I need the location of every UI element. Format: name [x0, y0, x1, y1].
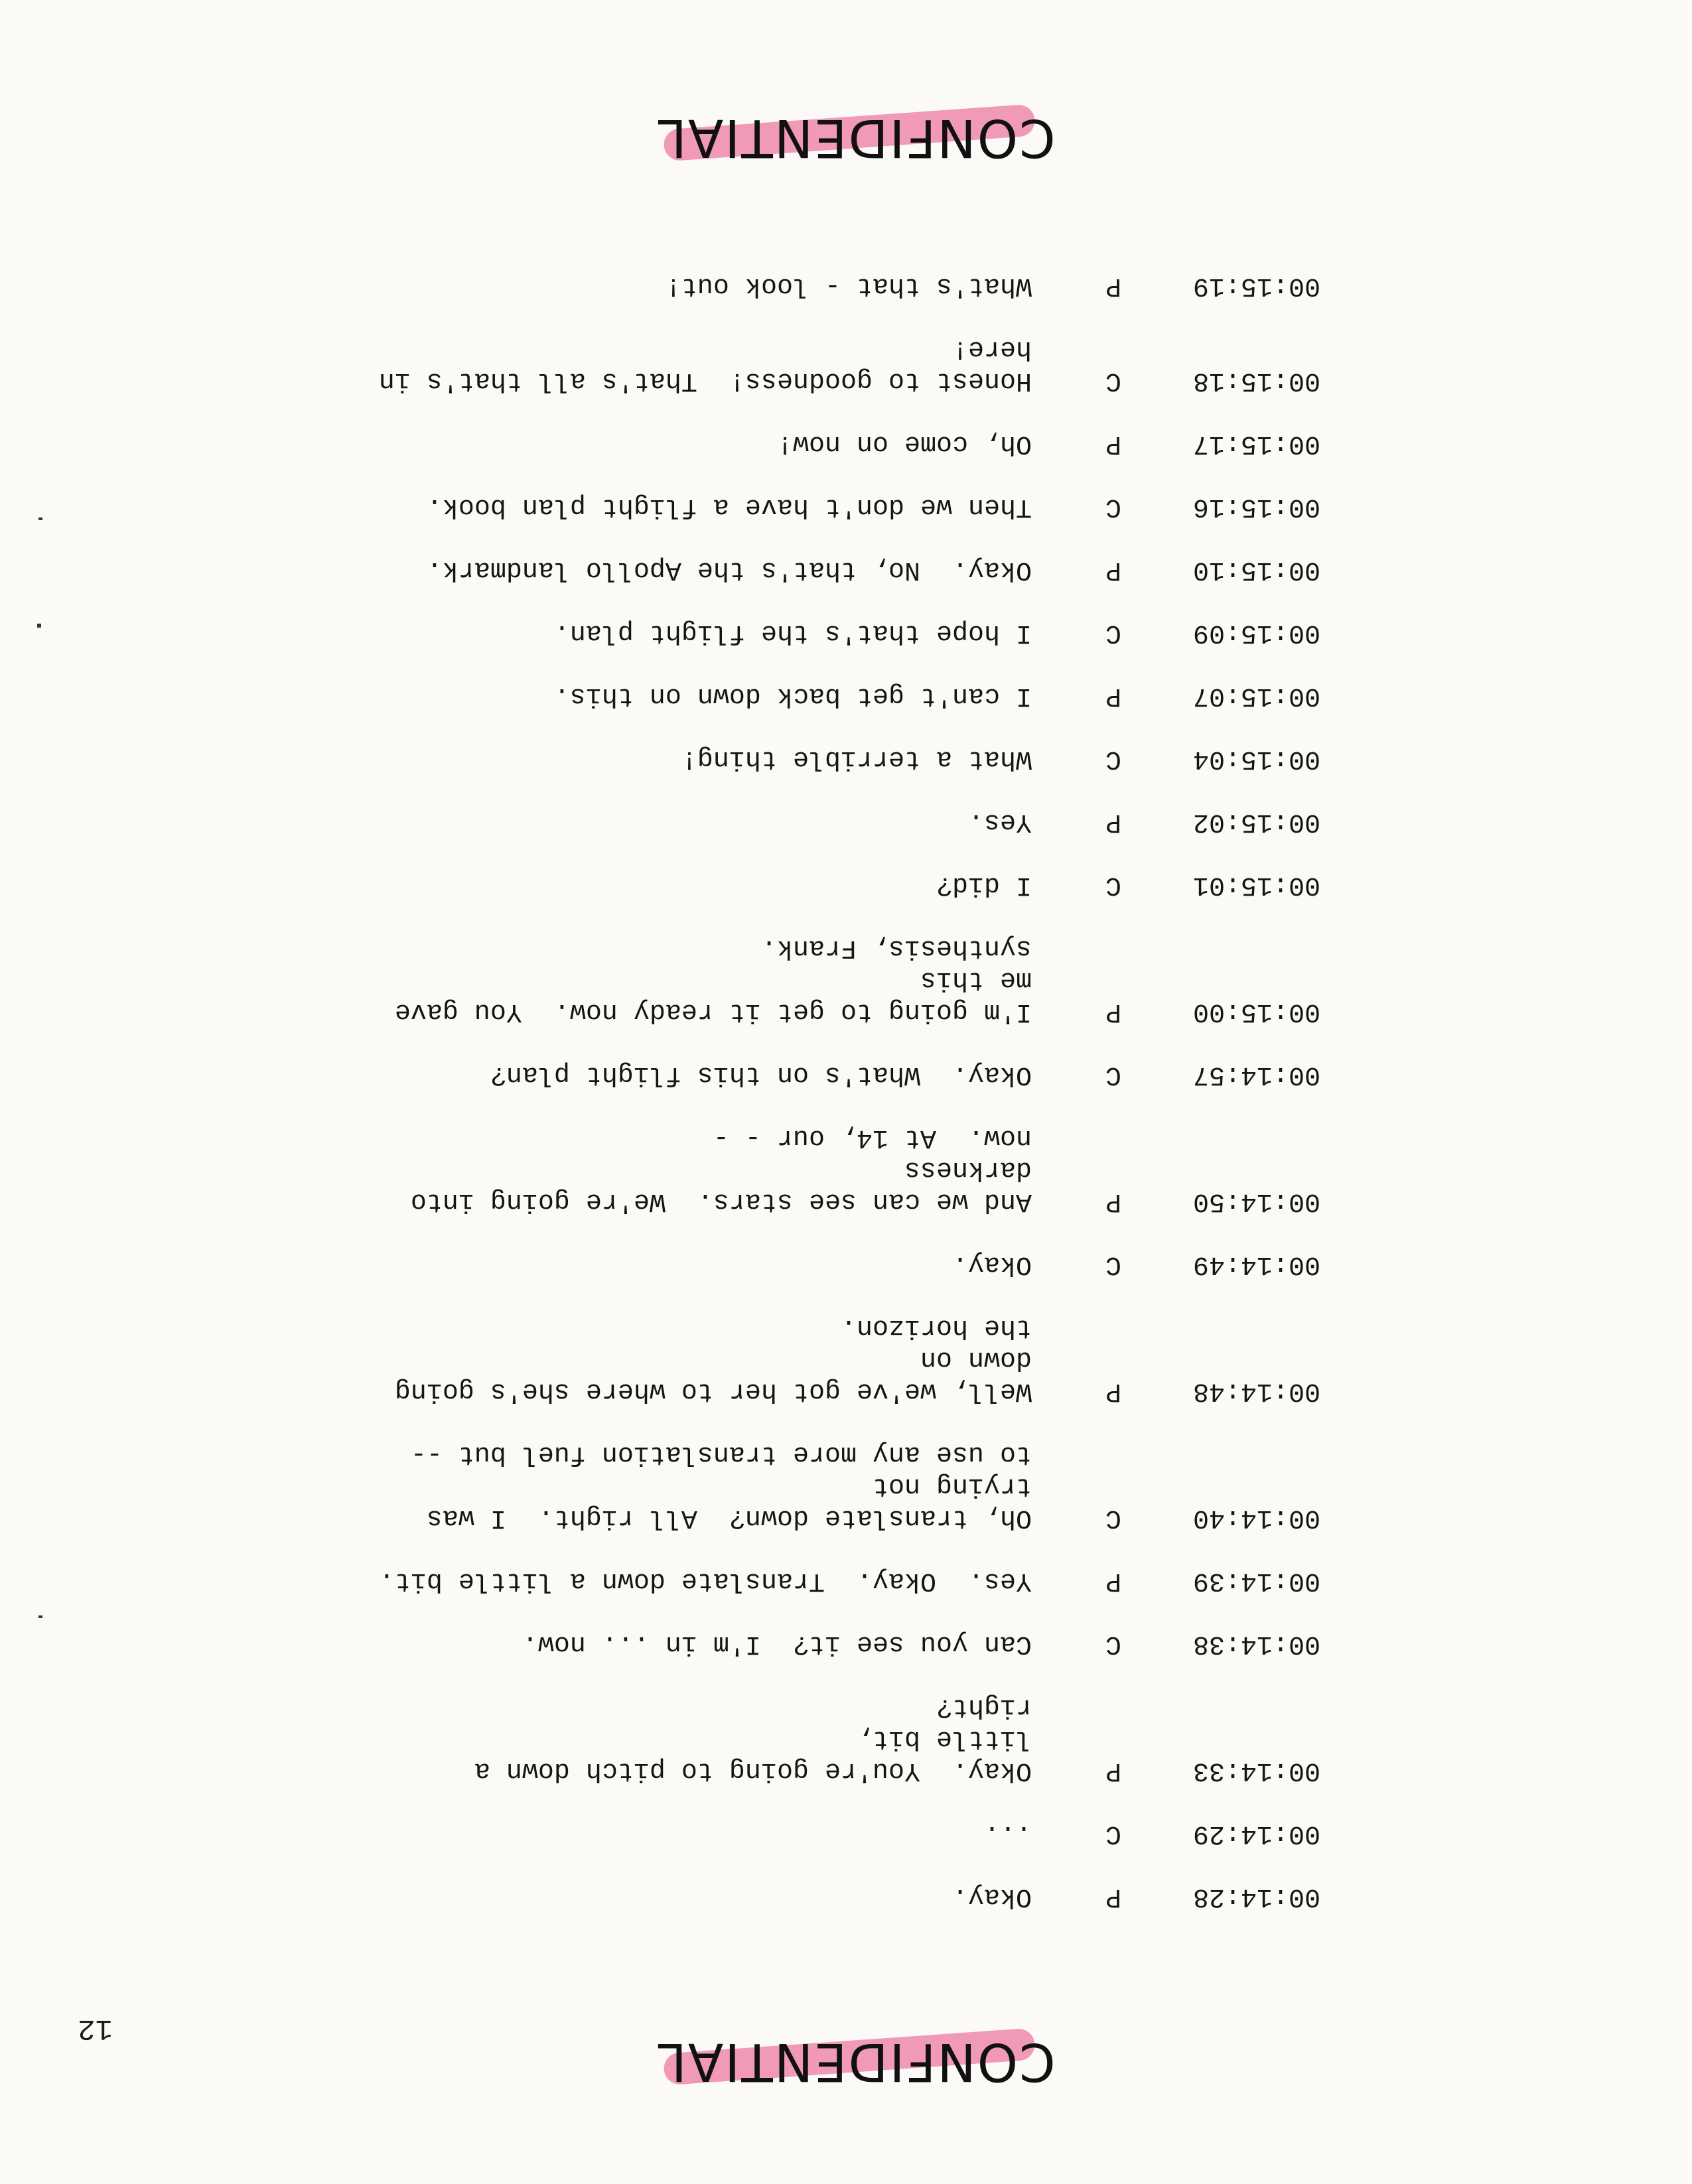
- utterance-text: Okay. What's on this flight plan?: [490, 1059, 1032, 1089]
- timestamp: 00:15:19: [1192, 271, 1320, 301]
- speaker-code: C: [1105, 1818, 1121, 1848]
- timestamp: 00:15:02: [1192, 807, 1320, 837]
- transcript-entry: [126, 742, 1320, 774]
- speaker-code: P: [1105, 807, 1121, 837]
- transcript-entry: [126, 931, 1320, 1027]
- speaker-code: P: [1105, 681, 1121, 711]
- speaker-code: P: [1105, 555, 1121, 584]
- speaker-code: P: [1105, 1376, 1121, 1406]
- scan-mark: [38, 1615, 42, 1618]
- utterance-text: I hope that's the flight plan.: [553, 618, 1032, 648]
- transcript-entry: [126, 805, 1320, 837]
- transcript: [126, 238, 1320, 1912]
- speaker-code: P: [1105, 996, 1121, 1026]
- confidential-stamp-bottom: [650, 107, 1062, 167]
- transcript-entry: [126, 1058, 1320, 1090]
- timestamp: 00:14:29: [1192, 1818, 1320, 1848]
- scan-mark: [37, 624, 41, 628]
- transcript-entry: [126, 269, 1320, 301]
- transcript-entry: [126, 1817, 1320, 1849]
- utterance-text: I can't get back down on this.: [553, 681, 1032, 711]
- timestamp: 00:15:01: [1192, 870, 1320, 900]
- timestamp: 00:15:09: [1192, 618, 1320, 648]
- speaker-code: P: [1105, 1755, 1121, 1785]
- utterance-text: Oh, translate down? All right. I was trying not to use any more translation fuel but --: [410, 1439, 1032, 1533]
- stamp-text: CONFIDENTIAL: [656, 107, 1056, 167]
- speaker-code: P: [1105, 271, 1121, 301]
- speaker-code: C: [1105, 1629, 1121, 1659]
- speaker-code: C: [1105, 618, 1121, 648]
- speaker-code: C: [1105, 366, 1121, 395]
- transcript-entry: [126, 1564, 1320, 1596]
- utterance-text: Okay. You're going to pitch down a little bit, right?: [474, 1692, 1032, 1785]
- speaker-code: C: [1105, 1059, 1121, 1089]
- transcript-entry: [126, 332, 1320, 396]
- speaker-code: P: [1105, 1881, 1121, 1911]
- utterance-text: I did?: [936, 870, 1032, 900]
- utterance-text: Oh, come on now!: [776, 429, 1032, 458]
- transcript-entry: [126, 616, 1320, 648]
- speaker-code: C: [1105, 492, 1121, 521]
- transcript-entry: [126, 1248, 1320, 1280]
- timestamp: 00:14:57: [1192, 1059, 1320, 1089]
- speaker-code: C: [1105, 744, 1121, 774]
- speaker-code: P: [1105, 1566, 1121, 1596]
- timestamp: 00:15:04: [1192, 744, 1320, 774]
- transcript-entry: [126, 427, 1320, 459]
- speaker-code: P: [1105, 429, 1121, 458]
- stamp-text: CONFIDENTIAL: [656, 2031, 1056, 2091]
- scan-mark: [38, 517, 42, 520]
- transcript-entry: [126, 679, 1320, 711]
- transcript-entry: [126, 1121, 1320, 1217]
- transcript-entry: [126, 868, 1320, 900]
- transcript-entry: [126, 1311, 1320, 1406]
- utterance-text: ...: [983, 1818, 1032, 1848]
- timestamp: 00:14:50: [1192, 1186, 1320, 1216]
- transcript-entry: [126, 1627, 1320, 1659]
- timestamp: 00:15:17: [1192, 429, 1320, 458]
- transcript-entry: [126, 1880, 1320, 1912]
- speaker-code: C: [1105, 1249, 1121, 1279]
- timestamp: 00:14:40: [1192, 1503, 1320, 1533]
- utterance-text: Yes. Okay. Translate down a little bit.: [378, 1566, 1032, 1596]
- utterance-text: Then we don't have a flight plan book.: [426, 492, 1032, 521]
- timestamp: 00:14:28: [1192, 1881, 1320, 1911]
- timestamp: 00:14:39: [1192, 1566, 1320, 1596]
- timestamp: 00:15:10: [1192, 555, 1320, 584]
- timestamp: 00:15:16: [1192, 492, 1320, 521]
- utterance-text: And we can see stars. We're going into darkness now. At 14, our - -: [410, 1123, 1032, 1216]
- utterance-text: Okay. No, that's the Apollo landmark.: [426, 555, 1032, 584]
- timestamp: 00:14:49: [1192, 1249, 1320, 1279]
- transcript-entry: [126, 553, 1320, 585]
- timestamp: 00:15:18: [1192, 366, 1320, 395]
- utterance-text: Yes.: [967, 807, 1032, 837]
- timestamp: 00:14:38: [1192, 1629, 1320, 1659]
- utterance-text: Okay.: [952, 1881, 1032, 1911]
- utterance-text: Can you see it? I'm in ... now.: [522, 1629, 1032, 1659]
- page-number: 12: [78, 2012, 113, 2045]
- utterance-text: Okay.: [952, 1249, 1032, 1279]
- timestamp: 00:14:33: [1192, 1755, 1320, 1785]
- transcript-entry: [126, 1690, 1320, 1786]
- transcript-entry: [126, 490, 1320, 522]
- utterance-text: Well, we've got her to where she's going down on the horizon.: [394, 1312, 1032, 1406]
- utterance-text: I'm going to get it ready now. You gave me this synthesis, Frank.: [394, 933, 1032, 1026]
- confidential-stamp-top: [650, 2031, 1062, 2091]
- utterance-text: What's that - look out!: [665, 271, 1032, 301]
- transcript-entry: [126, 1438, 1320, 1533]
- utterance-text: Honest to goodness! That's all that's in here!: [362, 334, 1032, 395]
- timestamp: 00:14:48: [1192, 1376, 1320, 1406]
- speaker-code: C: [1105, 1503, 1121, 1533]
- speaker-code: C: [1105, 870, 1121, 900]
- utterance-text: What a terrible thing!: [681, 744, 1032, 774]
- speaker-code: P: [1105, 1186, 1121, 1216]
- timestamp: 00:15:00: [1192, 996, 1320, 1026]
- timestamp: 00:15:07: [1192, 681, 1320, 711]
